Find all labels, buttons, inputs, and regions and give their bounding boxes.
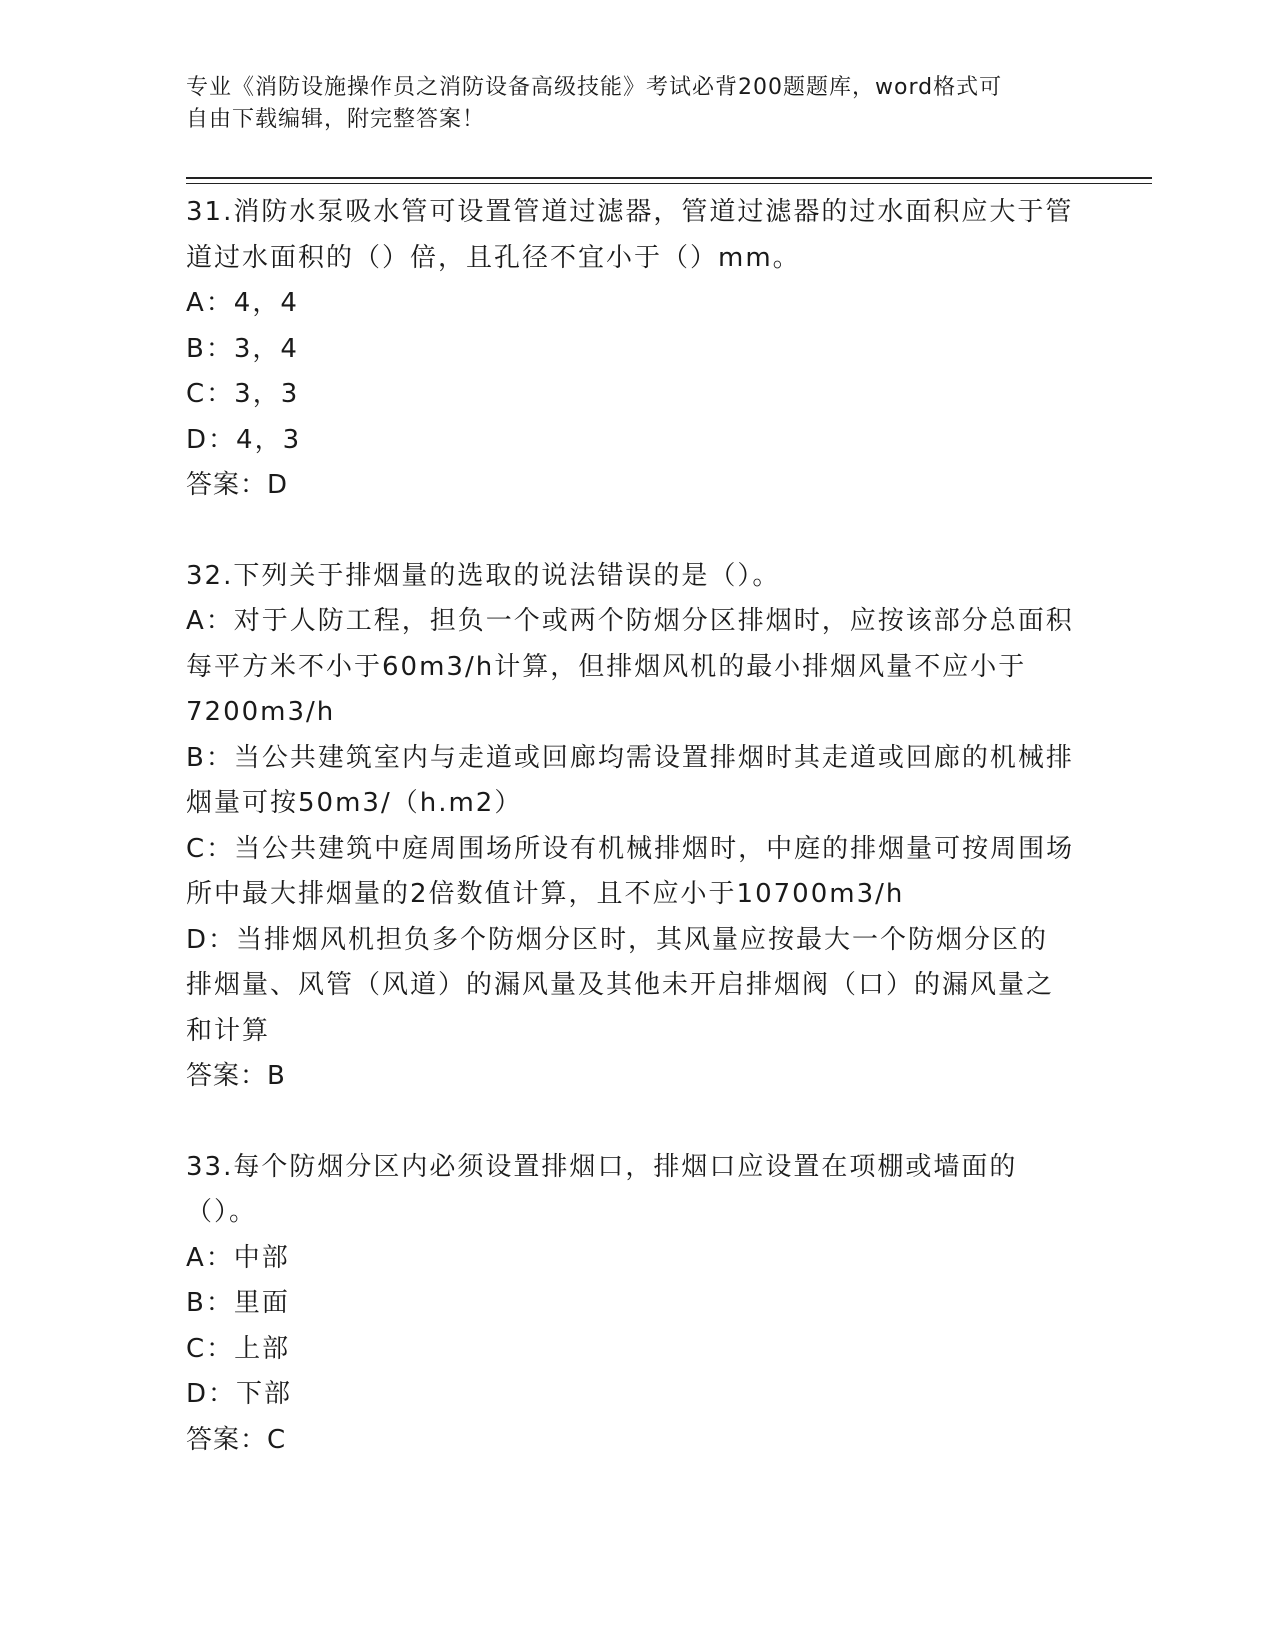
option-a: A：4，4 (186, 288, 299, 318)
header-line-2: 自由下载编辑，附完整答案！ (186, 107, 486, 132)
option-d: D：当排烟风机担负多个防烟分区时，其风量应按最大一个防烟分区的排烟量、风管（风道）的漏风量及其他未开启排烟阀（口）的漏风量之和计算 (186, 924, 1055, 1046)
question-stem: 32.下列关于排烟量的选取的说法错误的是（）。 (186, 560, 781, 591)
option-c: C：当公共建筑中庭周围场所设有机械排烟时，中庭的排烟量可按周围场所中最大排烟量的2倍数值计算，且不应小于10700m3/h (186, 833, 1075, 909)
answer-line: 答案：B (186, 1061, 286, 1091)
question-33 (186, 1145, 1076, 1464)
answer-line: 答案：D (186, 470, 289, 500)
document-header (186, 72, 1066, 136)
option-c: C：3，3 (186, 379, 300, 409)
option-b: B：里面 (186, 1288, 290, 1318)
question-32 (186, 554, 1076, 1100)
question-list (186, 190, 1076, 1508)
option-a: A：中部 (186, 1242, 290, 1273)
question-stem: 31.消防水泵吸水管可设置管道过滤器，管道过滤器的过水面积应大于管道过水面积的（）倍，且孔径不宜小于（）mm。 (186, 197, 1074, 273)
header-line-1: 专业《消防设施操作员之消防设备高级技能》考试必背200题题库，word格式可 (186, 75, 1003, 100)
option-a: A：对于人防工程，担负一个或两个防烟分区排烟时，应按该部分总面积每平方米不小于60m3/h计算，但排烟风机的最小排烟风量不应小于7200m3/h (186, 606, 1074, 727)
header-rule-thin (186, 183, 1152, 184)
option-d: D：4，3 (186, 424, 302, 455)
option-d: D：下部 (186, 1379, 293, 1409)
option-b: B：3，4 (186, 333, 299, 364)
question-31 (186, 190, 1076, 509)
option-b: B：当公共建筑室内与走道或回廊均需设置排烟时其走道或回廊的机械排烟量可按50m3/（h.m2） (186, 742, 1074, 818)
header-rule-thick (186, 177, 1152, 179)
option-c: C：上部 (186, 1333, 291, 1364)
answer-line: 答案：C (186, 1424, 287, 1455)
question-stem: 33.每个防烟分区内必须设置排烟口，排烟口应设置在项棚或墙面的（）。 (186, 1151, 1018, 1227)
